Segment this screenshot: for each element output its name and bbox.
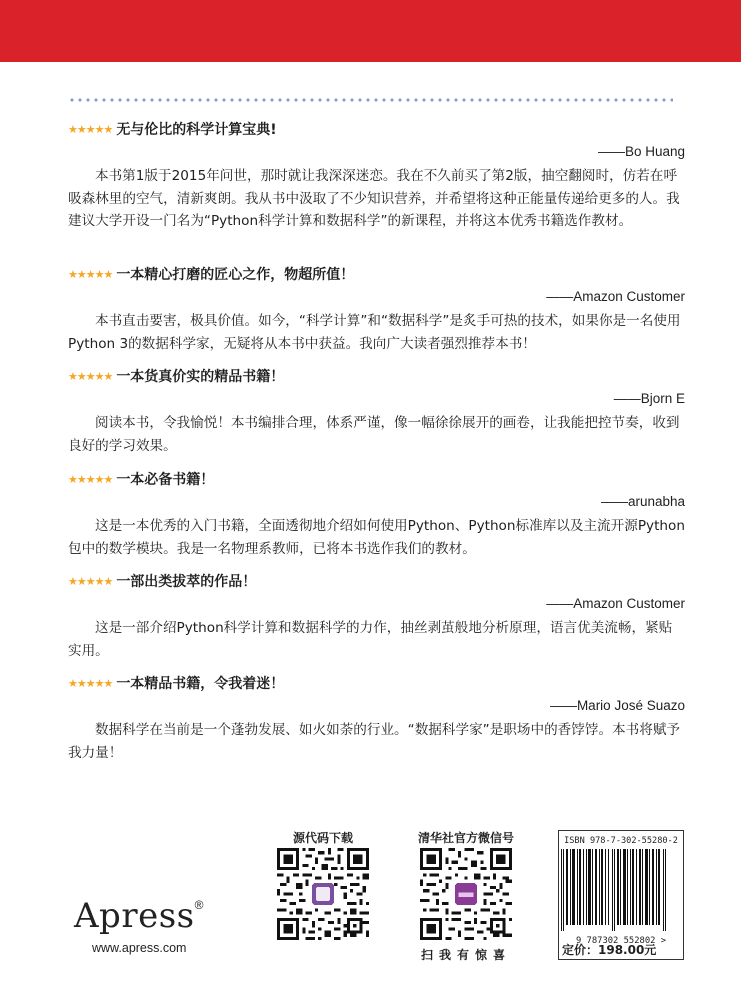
apress-logo-text: Apress — [74, 896, 195, 936]
review-author: ——Mario José Suazo — [549, 698, 685, 713]
review-author: ——Amazon Customer — [546, 289, 685, 304]
review-title-text: 一本货真价实的精品书籍！ — [116, 369, 285, 385]
review-title-text: 一部出类拔萃的作品！ — [116, 574, 257, 590]
review-title — [68, 264, 685, 286]
review-body: 本书直击要害，极具价值。如今，“科学计算”和“数据科学”是炙手可热的技术，如果你是一名使用Python 3的数据科学家，无疑将从本书中获益。我向广大读者强烈推荐本书！ — [68, 313, 681, 352]
price-label: 定价：198.00元 — [562, 943, 657, 957]
star-rating-icon: ★★★★★ — [68, 370, 113, 383]
isbn-digits: 9 787302 552802 > — [575, 936, 667, 946]
review-author: ——Amazon Customer — [546, 596, 685, 611]
review-2 — [68, 264, 685, 355]
publisher-url[interactable]: www.apress.com — [92, 941, 187, 955]
star-rating-icon: ★★★★★ — [68, 575, 113, 588]
qr-label: 清华社官方微信号 — [418, 831, 515, 845]
review-body: 这是一本优秀的入门书籍，全面透彻地介绍如何使用Python、Python标准库以及主流开源Python包中的数学模块。我是一名物理系教师，已将本书选作我们的教材。 — [68, 518, 685, 557]
dotted-divider — [68, 98, 673, 102]
review-author: ——arunabha — [600, 494, 685, 509]
review-title-text: 一本精品书籍，令我着迷！ — [116, 676, 285, 692]
review-title — [68, 119, 685, 141]
review-title — [68, 366, 685, 388]
qr-wechat — [418, 828, 514, 963]
qr-source-code — [275, 828, 371, 944]
review-title — [68, 571, 685, 593]
review-body: 数据科学在当前是一个蓬勃发展、如火如荼的行业。“数据科学家”是职场中的香饽饽。本书将赋予我力量！ — [68, 722, 681, 761]
star-rating-icon: ★★★★★ — [68, 473, 113, 486]
star-rating-icon: ★★★★★ — [68, 123, 113, 136]
review-author: ——Bo Huang — [597, 144, 685, 159]
review-title — [68, 469, 685, 491]
isbn-text: ISBN 978-7-302-55280-2 — [564, 836, 678, 846]
review-title — [68, 673, 685, 695]
qr-label: 源代码下载 — [292, 831, 353, 845]
star-rating-icon: ★★★★★ — [68, 677, 113, 690]
review-3 — [68, 366, 685, 457]
qr-caption: 扫我有惊喜 — [420, 948, 511, 962]
qr-code-icon[interactable] — [277, 848, 369, 940]
registered-mark: ® — [194, 898, 204, 912]
apress-logo — [74, 896, 204, 936]
review-5 — [68, 571, 685, 662]
review-body: 本书第1版于2015年问世，那时就让我深深迷恋。我在不久前买了第2版，抽空翻阅时，仿若在呼吸森林里的空气，清新爽朗。我从书中汲取了不少知识营养，并希望将这种正能量传递给更多的人。我建议大学开设一门名为“Python科学计算和数据科学”的新课程，并将这本优秀书籍选作教材。 — [68, 168, 680, 229]
barcode-icon — [559, 849, 669, 931]
qr-code-icon[interactable] — [420, 848, 512, 940]
star-rating-icon: ★★★★★ — [68, 268, 113, 281]
review-body: 这是一部介绍Python科学计算和数据科学的力作，抽丝剥茧般地分析原理，语言优美流畅，紧贴实用。 — [68, 620, 673, 659]
review-4 — [68, 469, 685, 560]
review-author: ——Bjorn E — [613, 391, 685, 406]
review-title-text: 一本必备书籍！ — [116, 472, 215, 488]
red-banner — [0, 0, 741, 62]
review-title-text: 无与伦比的科学计算宝典! — [116, 122, 277, 138]
review-1 — [68, 119, 685, 233]
review-title-text: 一本精心打磨的匠心之作，物超所值！ — [116, 267, 355, 283]
review-6 — [68, 673, 685, 764]
review-body: 阅读本书，令我愉悦！本书编排合理，体系严谨，像一幅徐徐展开的画卷，让我能把控节奏，收到良好的学习效果。 — [68, 415, 680, 454]
